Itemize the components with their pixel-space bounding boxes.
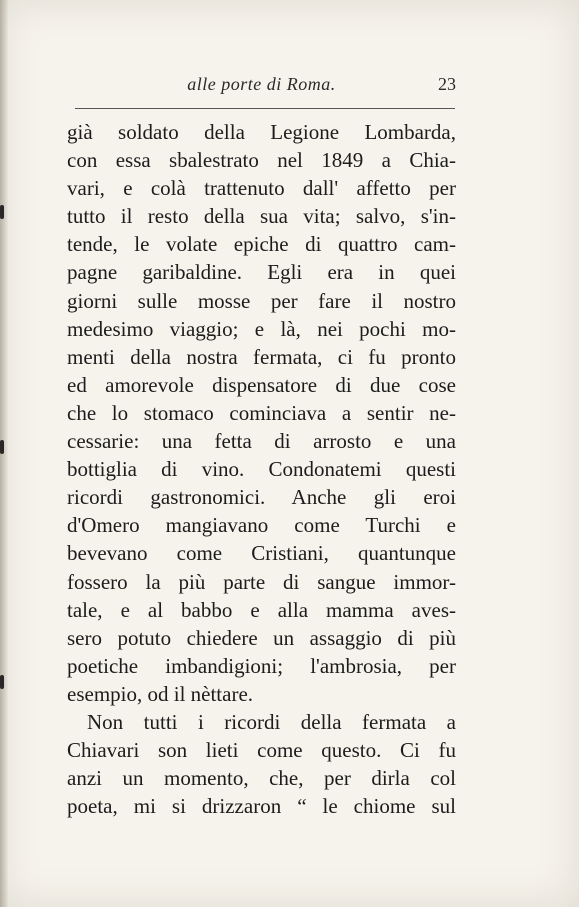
text-line: cessarie: una fetta di arrosto e una: [67, 429, 456, 454]
text-line: menti della nostra fermata, ci fu pronto: [67, 344, 456, 369]
text-line: tende, le volate epiche di quattro cam-: [67, 232, 456, 257]
text-line: anzi un momento, che, per dirla col: [67, 766, 456, 791]
text-line: tale, e al babbo e alla mamma aves-: [67, 597, 456, 622]
text-line: bottiglia di vino. Condonatemi questi: [67, 457, 456, 482]
text-line: ricordi gastronomici. Anche gli eroi: [67, 485, 456, 510]
text-line: ed amorevole dispensatore di due cose: [67, 372, 456, 397]
text-line: giorni sulle mosse per fare il nostro: [67, 288, 456, 313]
text-line: d'Omero mangiavano come Turchi e: [67, 513, 456, 538]
header-rule: [75, 108, 455, 109]
text-line: sero potuto chiedere un assaggio di più: [67, 625, 456, 650]
text-line: poeta, mi si drizzaron “ le chiome sul: [67, 794, 456, 819]
text-line: esempio, od il nèttare.: [67, 681, 254, 706]
text-line: pagne garibaldine. Egli era in quei: [67, 260, 456, 285]
text-line: poetiche imbandigioni; l'ambrosia, per: [67, 653, 456, 678]
text-line: fossero la più parte di sangue immor-: [67, 569, 456, 594]
paragraph-2: [67, 708, 456, 820]
margin-mark: [0, 440, 4, 454]
body-text: [67, 118, 456, 820]
page-number: 23: [438, 74, 456, 94]
text-line: che lo stomaco cominciava a sentir ne-: [67, 400, 456, 425]
margin-mark: [0, 675, 4, 689]
text-line: già soldato della Legione Lombarda,: [67, 120, 456, 144]
text-line: medesimo viaggio; e là, nei pochi mo-: [67, 316, 456, 341]
running-header: [67, 74, 456, 102]
text-line: bevevano come Cristiani, quantunque: [67, 541, 456, 566]
text-line: Chiavari son lieti come questo. Ci fu: [67, 738, 456, 763]
margin-mark: [0, 205, 4, 219]
text-line: tutto il resto della sua vita; salvo, s'in-: [67, 204, 456, 229]
running-title: alle porte di Roma.: [187, 74, 336, 94]
text-line: con essa sbalestrato nel 1849 a Chia-: [67, 148, 456, 173]
text-line: Non tutti i ricordi della fermata a: [87, 709, 456, 734]
paragraph-1: [67, 118, 456, 708]
text-line: vari, e colà trattenuto dall' affetto per: [67, 176, 456, 201]
